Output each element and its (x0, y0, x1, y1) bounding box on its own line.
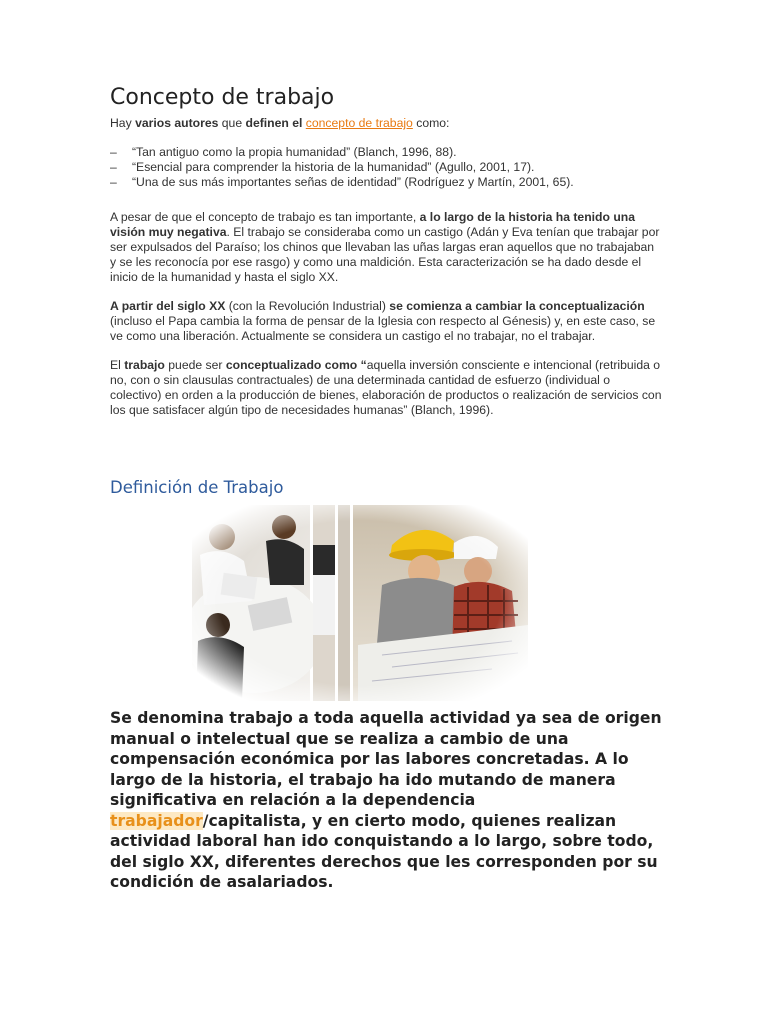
paragraph-siglo-xx (110, 299, 662, 344)
definition-text: Se denomina trabajo a toda aquella actividad ya sea de origen manual o intelectual que se realiza a cambio de una compensación económica por las labores concretadas. A lo largo de la historia, el trabajo ha ido mutando de manera significativa en relación a la dependencia (110, 709, 662, 809)
paragraph-text: puede ser (164, 358, 226, 372)
intro-paragraph (110, 116, 662, 131)
definition-paragraph (110, 708, 666, 893)
list-item: – “Tan antiguo como la propia humanidad” (Blanch, 1996, 88). (110, 145, 662, 160)
intro-bold: definen el (245, 116, 303, 130)
list-item: – “Esencial para comprender la historia de la humanidad” (Agullo, 2001, 17). (110, 160, 662, 175)
list-item: – “Una de sus más importantes señas de identidad” (Rodríguez y Martín, 2001, 65). (110, 175, 662, 190)
paragraph-text: El (110, 358, 125, 372)
page-title: Concepto de trabajo (110, 85, 335, 110)
paragraph-bold: A partir del siglo XX (110, 299, 226, 313)
paragraph-text: A pesar de que el concepto de trabajo es tan importante, (110, 210, 420, 224)
workers-collage-image (192, 505, 528, 701)
paragraph-bold: se comienza a cambiar la conceptualización (389, 299, 645, 313)
intro-text: que (218, 116, 246, 130)
section-title: Definición de Trabajo (110, 478, 284, 497)
paragraph-text: aquella inversión consciente e intencional (retribuida o no, con o sin clausulas contractuales) de una determinada cantidad de esfuerzo (individual o colectivo) en orden a la producción de bienes, elaboración de productos o realización de servicios con los que satisfacer algún tipo de necesidades humanas” (Blanch, 1996). (110, 358, 662, 417)
document-body (110, 84, 662, 432)
intro-text: como: (412, 116, 450, 130)
paragraph-text: . El trabajo se consideraba como un castigo (Adán y Eva tenían que trabajar por ser expulsados del Paraíso; los chinos que llevaban las uñas largas eran aquellos que no trabajaban y se les reconocía por ese rasgo) y como una maldición. Esta caracterización se ha dado desde el inicio de la humanidad y hasta el siglo XX. (110, 225, 660, 284)
intro-text: Hay (110, 116, 136, 130)
concepto-link[interactable]: concepto de trabajo (305, 116, 413, 130)
definition-text: /capitalista, y en cierto modo, quienes realizan actividad laboral han ido conquistando a lo largo, sobre todo, del siglo XX, diferentes derechos que les corresponden por su condición de asalariados. (110, 811, 658, 891)
paragraph-conceptualizado (110, 358, 662, 418)
paragraph-bold: trabajo (124, 358, 165, 372)
paragraph-bold: a lo largo de la historia ha tenido una visión muy negativa (110, 210, 635, 239)
paragraph-bold: conceptualizado como “ (225, 358, 367, 372)
paragraph-history (110, 210, 662, 285)
intro-bold: varios autores (135, 116, 219, 130)
paragraph-text: (con la Revolución Industrial) (225, 299, 390, 313)
highlighted-word[interactable]: trabajador (110, 811, 203, 830)
paragraph-text: (incluso el Papa cambia la forma de pensar de la Iglesia con respecto al Génesis) y, en este caso, se ve como una liberación. Actualmente se considera un castigo el no trabajar, no el trabajar. (110, 314, 656, 343)
quote-list (110, 145, 662, 190)
